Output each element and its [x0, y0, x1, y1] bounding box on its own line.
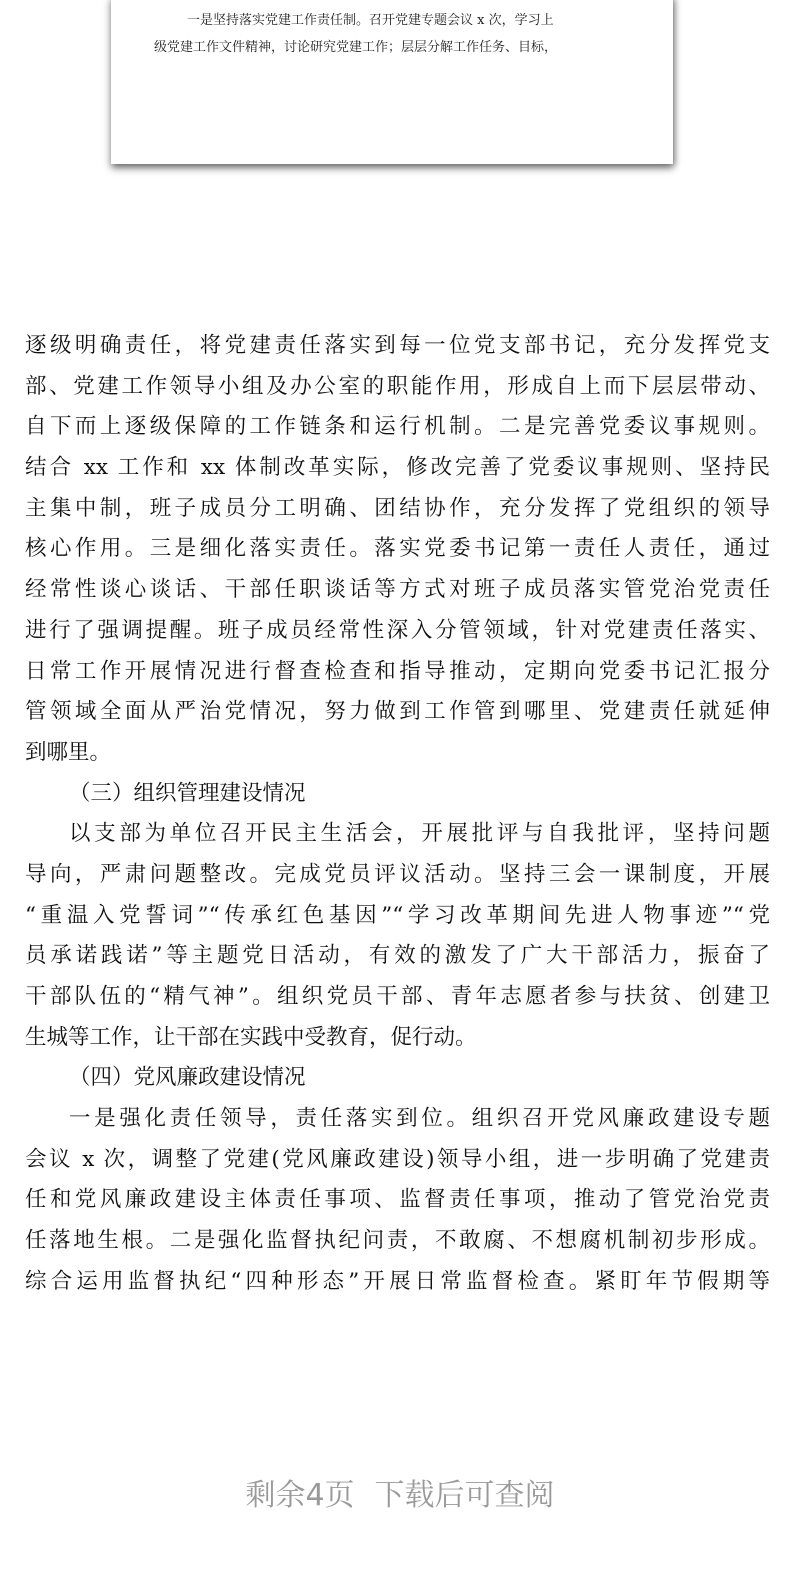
text-line: 进行了强调提醒。班子成员经常性深入分管领域，针对党建责任落实、	[25, 617, 770, 643]
text-line: 会议 x 次，调整了党建(党风廉政建设)领导小组，进一步明确了党建责	[25, 1146, 770, 1172]
text-line: 导向，严肃问题整改。完成党员评议活动。坚持三会一课制度，开展	[25, 861, 770, 887]
text-line: 一是强化责任领导，责任落实到位。组织召开党风廉政建设专题	[69, 1106, 770, 1132]
text-line: 核心作用。三是细化落实责任。落实党委书记第一责任人责任，通过	[25, 536, 770, 562]
text-line: 生城等工作，让干部在实践中受教育，促行动。	[25, 1024, 477, 1050]
remaining-pages-label: 剩余4页	[245, 1478, 355, 1513]
text-line: 任和党风廉政建设主体责任事项、监督责任事项，推动了管党治党责	[25, 1187, 770, 1213]
text-line: 以支部为单位召开民主生活会，开展批评与自我批评，坚持问题	[69, 821, 770, 847]
card-line: 级党建工作文件精神，讨论研究党建工作；层层分解工作任务、目标，	[154, 40, 558, 55]
text-line: 主集中制，班子成员分工明确、团结协作，充分发挥了党组织的领导	[25, 495, 770, 521]
text-line: “重温入党誓词”“传承红色基因”“学习改革期间先进人物事迹”“党	[25, 902, 770, 928]
card-line: 一是坚持落实党建工作责任制。召开党建专题会议 x 次，学习上	[187, 13, 554, 28]
text-line: 部、党建工作领导小组及办公室的职能作用，形成自上而下层层带动、	[25, 373, 770, 399]
text-line: 任落地生根。二是强化监督执纪问责，不敢腐、不想腐机制初步形成。	[25, 1228, 770, 1254]
download-to-view-label[interactable]: 下载后可查阅	[374, 1478, 555, 1513]
section-heading: （三）组织管理建设情况	[69, 780, 306, 806]
text-line: 到哪里。	[25, 739, 112, 765]
text-line: 管领域全面从严治党情况，努力做到工作管到哪里、党建责任就延伸	[25, 699, 770, 725]
text-line: 综合运用监督执纪“四种形态”开展日常监督检查。紧盯年节假期等	[25, 1268, 770, 1294]
text-line: 逐级明确责任，将党建责任落实到每一位党支部书记，充分发挥党支	[25, 333, 770, 358]
section-heading: （四）党风廉政建设情况	[69, 1065, 306, 1091]
text-line: 自下而上逐级保障的工作链条和运行机制。二是完善党委议事规则。	[25, 414, 770, 440]
text-line: 干部队伍的“精气神”。组织党员干部、青年志愿者参与扶贫、创建卫	[25, 984, 770, 1009]
text-line: 结合 xx 工作和 xx 体制改革实际，修改完善了党委议事规则、坚持民	[25, 455, 770, 481]
download-prompt[interactable]	[0, 1470, 800, 1514]
text-line: 日常工作开展情况进行督查检查和指导推动，定期向党委书记汇报分	[25, 658, 770, 684]
text-line: 经常性谈心谈话、干部任职谈话等方式对班子成员落实管党治党责任	[25, 577, 770, 603]
preview-page-card	[111, 0, 673, 164]
document-body	[25, 326, 770, 1303]
text-line: 员承诺践诺”等主题党日活动，有效的激发了广大干部活力，振奋了	[25, 943, 770, 969]
